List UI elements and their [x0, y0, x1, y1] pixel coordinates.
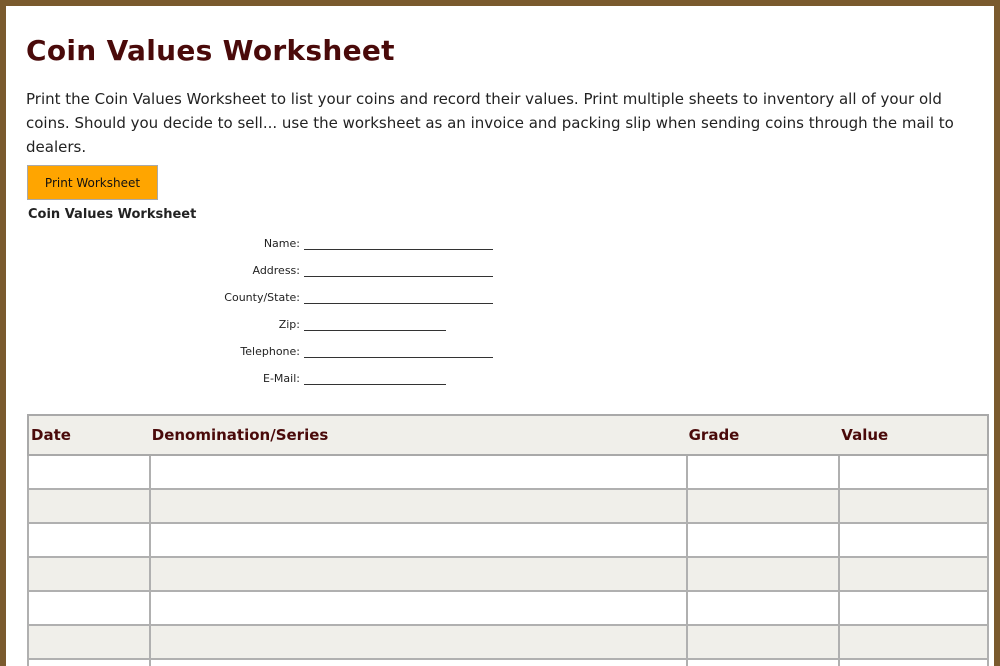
name-line[interactable] [304, 238, 493, 250]
date-cell[interactable] [28, 659, 150, 666]
address-line[interactable] [304, 265, 493, 277]
worksheet-title: Coin Values Worksheet [28, 207, 197, 222]
denomination-cell[interactable] [150, 523, 687, 557]
column-header-grade: Grade [687, 415, 840, 455]
grade-cell[interactable] [687, 489, 840, 523]
value-cell[interactable] [839, 659, 988, 666]
value-cell[interactable] [839, 455, 988, 489]
column-header-date: Date [28, 415, 150, 455]
value-cell[interactable] [839, 523, 988, 557]
coin-table [27, 414, 989, 666]
page-title: Coin Values Worksheet [26, 34, 395, 67]
intro-text: Print the Coin Values Worksheet to list your coins and record their values. Print multiple sheets to inventory all of your old coins. Should you decide to sell... use the worksheet as an invoice and packing slip when sending coins through the mail to dealers. [26, 90, 954, 156]
name-label: Name: [263, 237, 300, 250]
value-cell[interactable] [839, 489, 988, 523]
value-cell[interactable] [839, 591, 988, 625]
date-cell[interactable] [28, 591, 150, 625]
grade-cell[interactable] [687, 557, 840, 591]
email-field[interactable] [27, 367, 446, 385]
denomination-cell[interactable] [150, 557, 687, 591]
telephone-field[interactable] [27, 340, 493, 358]
county-state-label: County/State: [224, 291, 300, 304]
grade-cell[interactable] [687, 455, 840, 489]
table-row [28, 625, 988, 659]
denomination-cell[interactable] [150, 591, 687, 625]
telephone-label: Telephone: [240, 345, 300, 358]
zip-label: Zip: [278, 318, 300, 331]
denomination-cell[interactable] [150, 659, 687, 666]
table-row [28, 455, 988, 489]
date-cell[interactable] [28, 557, 150, 591]
table-row [28, 557, 988, 591]
denomination-cell[interactable] [150, 625, 687, 659]
zip-field[interactable] [27, 313, 446, 331]
grade-cell[interactable] [687, 523, 840, 557]
table-row [28, 489, 988, 523]
grade-cell[interactable] [687, 659, 840, 666]
zip-line[interactable] [304, 319, 446, 331]
address-label: Address: [252, 264, 300, 277]
county-state-line[interactable] [304, 292, 493, 304]
column-header-value: Value [839, 415, 988, 455]
print-worksheet-button[interactable]: Print Worksheet [27, 165, 158, 200]
date-cell[interactable] [28, 523, 150, 557]
value-cell[interactable] [839, 557, 988, 591]
date-cell[interactable] [28, 489, 150, 523]
table-header-row [28, 415, 988, 455]
value-cell[interactable] [839, 625, 988, 659]
date-cell[interactable] [28, 625, 150, 659]
table-row [28, 523, 988, 557]
grade-cell[interactable] [687, 625, 840, 659]
address-field[interactable] [27, 259, 493, 277]
column-header-denomination: Denomination/Series [150, 415, 687, 455]
email-label: E-Mail: [263, 372, 300, 385]
name-field[interactable] [27, 232, 493, 250]
table-row [28, 591, 988, 625]
telephone-line[interactable] [304, 346, 493, 358]
denomination-cell[interactable] [150, 489, 687, 523]
table-row [28, 659, 988, 666]
denomination-cell[interactable] [150, 455, 687, 489]
email-line[interactable] [304, 373, 446, 385]
grade-cell[interactable] [687, 591, 840, 625]
date-cell[interactable] [28, 455, 150, 489]
county-state-field[interactable] [27, 286, 493, 304]
